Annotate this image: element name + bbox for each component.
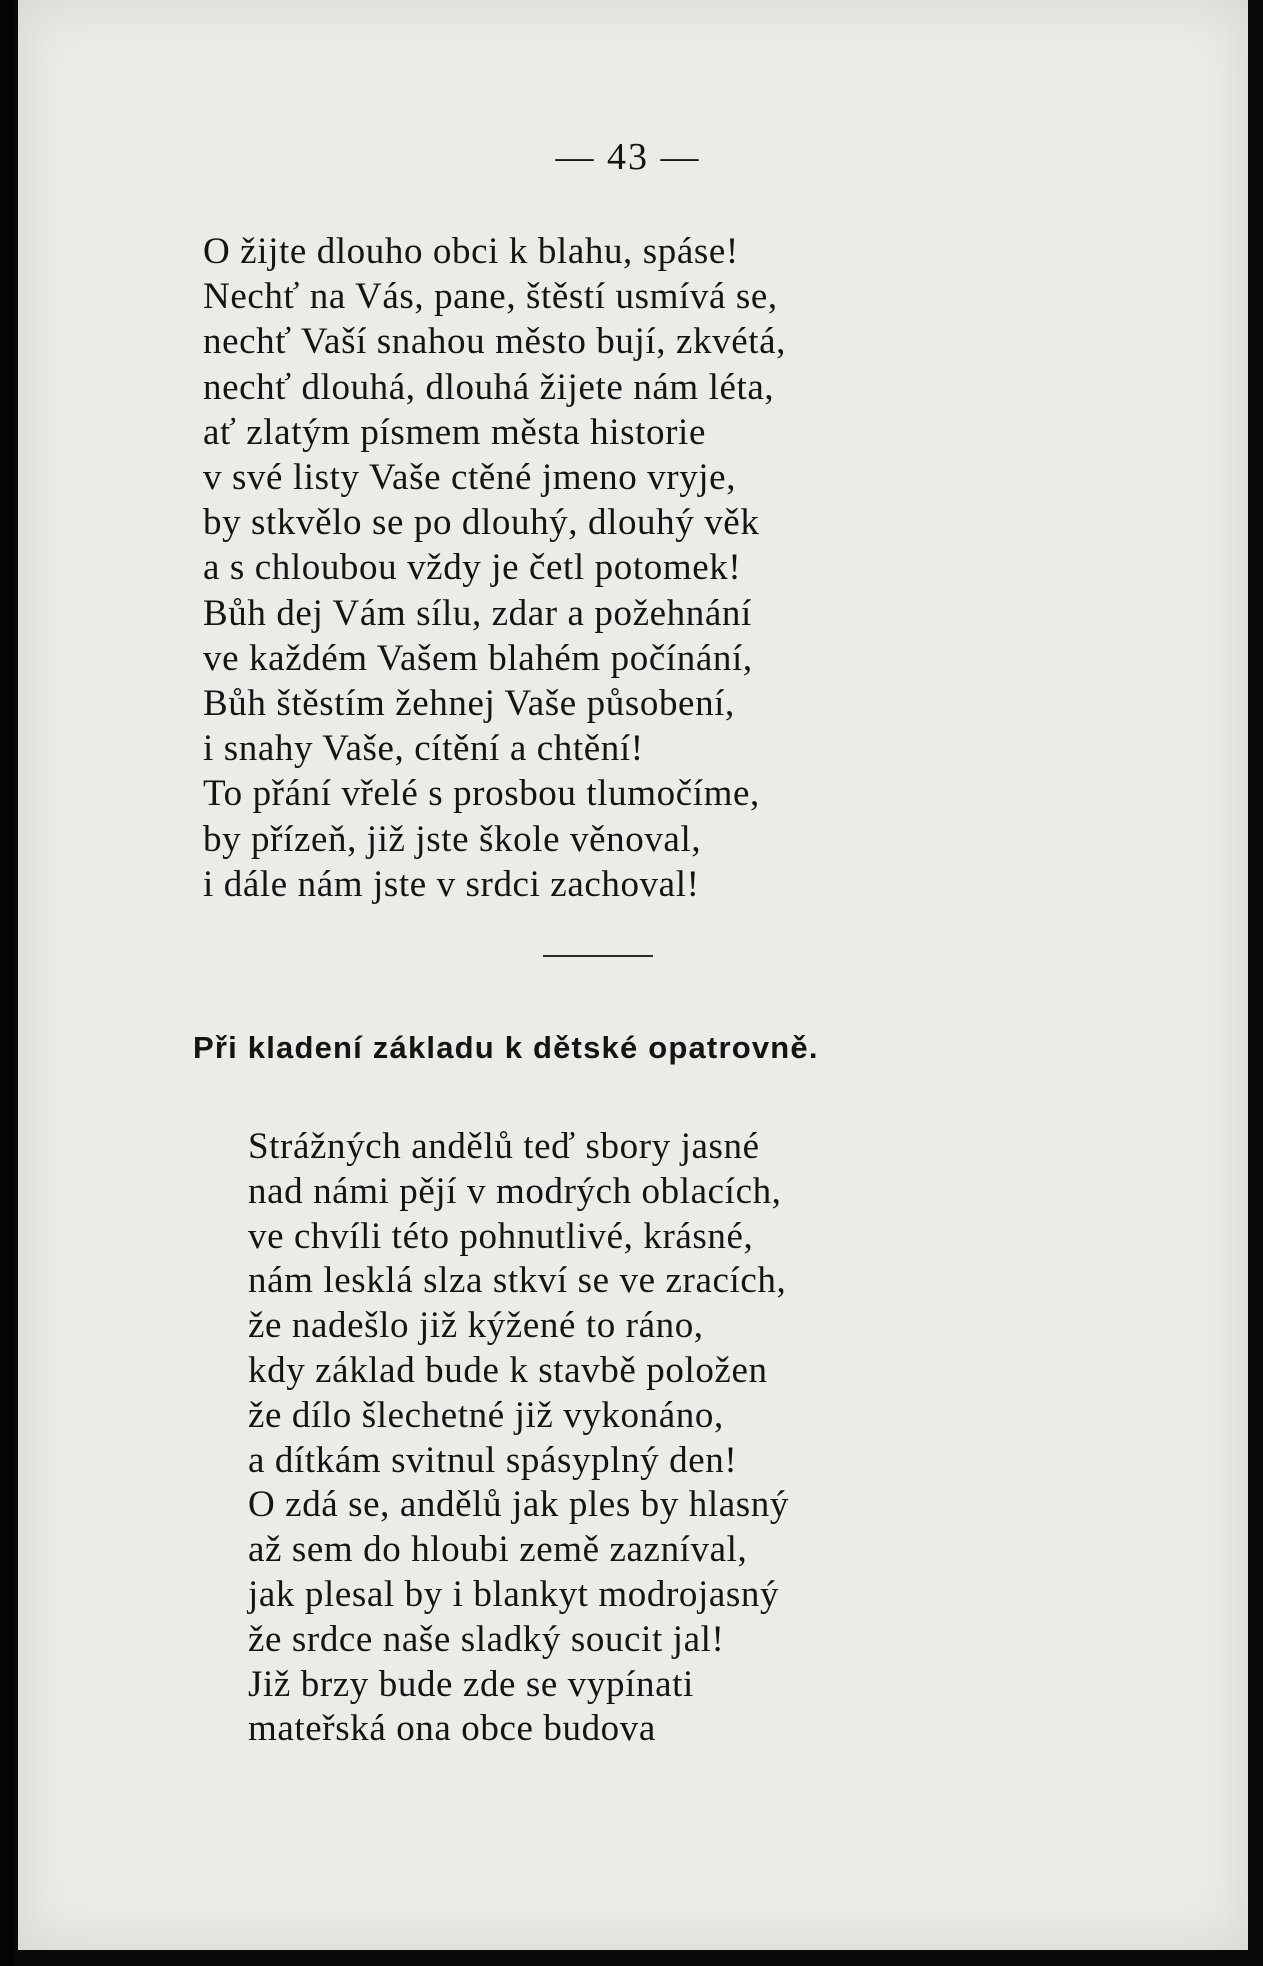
- poem-line: a s chloubou vždy je četl potomek!: [203, 547, 742, 589]
- poem-line: by přízeň, již jste škole věnoval,: [203, 818, 702, 860]
- poem-line: že dílo šlechetné již vykonáno,: [248, 1394, 724, 1436]
- poem-line: nad námi pějí v modrých oblacích,: [248, 1170, 782, 1212]
- poem-line: To přání vřelé s prosbou tlumočíme,: [203, 773, 760, 815]
- poem-line: i dále nám jste v srdci zachoval!: [203, 863, 700, 905]
- poem-line: v své listy Vaše ctěné jmeno vryje,: [203, 457, 737, 499]
- poem-line: a dítkám svitnul spásyplný den!: [248, 1439, 738, 1481]
- poem-line: Bůh dej Vám sílu, zdar a požehnání: [203, 592, 752, 634]
- poem-1: [203, 229, 786, 907]
- poem-line: že nadešlo již kýžené to ráno,: [248, 1305, 704, 1347]
- poem-line: kdy základ bude k stavbě položen: [248, 1349, 768, 1391]
- poem-line: by stkvělo se po dlouhý, dlouhý věk: [203, 502, 760, 544]
- page-edge-shadow: [0, 0, 14, 1966]
- page-number: — 43 —: [555, 136, 701, 178]
- poem-line: nechť Vaší snahou město bují, zkvétá,: [203, 321, 786, 363]
- section-heading: Při kladení základu k dětské opatrovně.: [193, 1030, 819, 1065]
- book-page: [18, 0, 1248, 1950]
- poem-line: jak plesal by i blankyt modrojasný: [248, 1573, 780, 1615]
- poem-line: nám lesklá slza stkví se ve zracích,: [248, 1260, 787, 1302]
- poem-line: Bůh štěstím žehnej Vaše působení,: [203, 683, 735, 725]
- poem-line: až sem do hloubi země zazníval,: [248, 1529, 748, 1571]
- section-divider: [543, 955, 653, 957]
- poem-line: Nechť na Vás, pane, štěstí usmívá se,: [203, 276, 778, 318]
- poem-line: O žijte dlouho obci k blahu, spáse!: [203, 231, 739, 272]
- poem-2: [248, 1125, 789, 1752]
- poem-line: Strážných andělů teď sbory jasné: [248, 1126, 760, 1167]
- poem-line: ať zlatým písmem města historie: [203, 411, 706, 453]
- poem-line: nechť dlouhá, dlouhá žijete nám léta,: [203, 366, 775, 408]
- poem-line: i snahy Vaše, cítění a chtění!: [203, 728, 644, 770]
- poem-line: O zdá se, andělů jak ples by hlasný: [248, 1484, 789, 1526]
- poem-line: ve každém Vašem blahém počínání,: [203, 637, 753, 679]
- poem-line: že srdce naše sladký soucit jal!: [248, 1618, 725, 1660]
- poem-line: mateřská ona obce budova: [248, 1708, 656, 1750]
- poem-line: Již brzy bude zde se vypínati: [248, 1663, 694, 1705]
- poem-line: ve chvíli této pohnutlivé, krásné,: [248, 1215, 754, 1257]
